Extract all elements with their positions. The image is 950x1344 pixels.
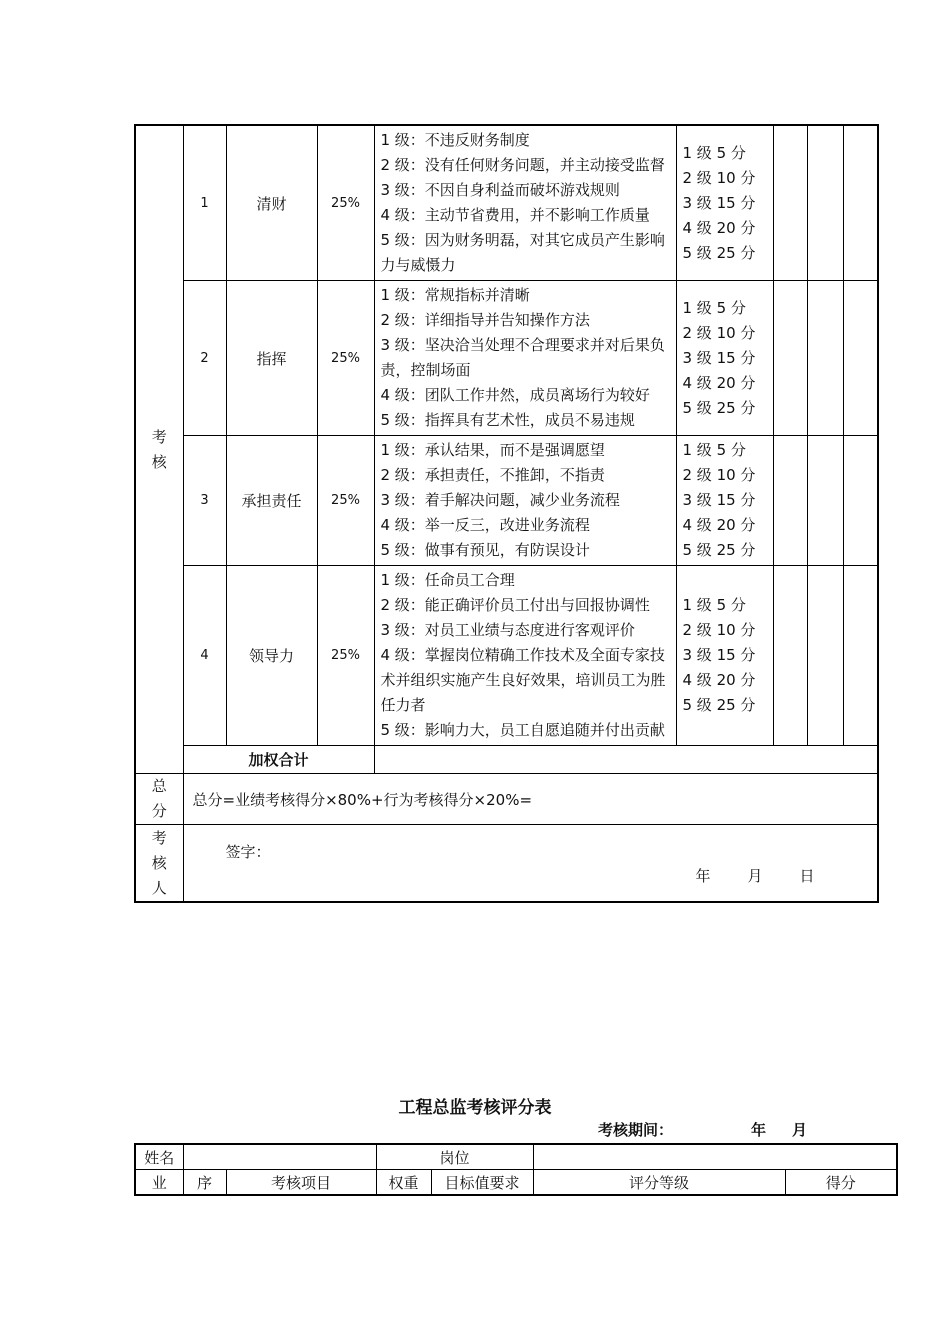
grades-cell: 1 级 5 分 2 级 10 分 3 级 15 分 4 级 20 分 5 级 25 分	[676, 566, 773, 746]
item-weight: 25%	[317, 566, 374, 746]
row-number: 2	[183, 281, 226, 436]
requirements-cell: 1 级：任命员工合理 2 级：能正确评价员工付出与回报协调性 3 级：对员工业绩与态度进行客观评价 4 级：掌握岗位精确工作技术及全面专家技术并组织实施产生良好效果，培训员工为胜任力者 5 级：影响力大，员工自愿追随并付出贡献	[374, 566, 676, 746]
period-month: 月	[792, 1121, 808, 1139]
name-label: 姓名	[135, 1144, 183, 1170]
item-weight: 25%	[317, 436, 374, 566]
column-header: 序	[183, 1170, 226, 1196]
score-cell[interactable]	[843, 436, 878, 566]
table-row	[135, 566, 878, 746]
score-cell[interactable]	[807, 566, 843, 746]
score-cell[interactable]	[773, 436, 807, 566]
date-month: 月	[747, 867, 763, 885]
total-label-cell: 总 分	[135, 774, 183, 825]
score-table	[134, 1143, 898, 1196]
date-year: 年	[695, 867, 711, 885]
info-row	[135, 1144, 897, 1170]
name-field[interactable]	[183, 1144, 376, 1170]
score-cell[interactable]	[773, 281, 807, 436]
evaluation-table	[134, 124, 879, 903]
column-header: 考核项目	[226, 1170, 376, 1196]
requirements-cell: 1 级：不违反财务制度 2 级：没有任何财务问题，并主动接受监督 3 级：不因自身利益而破坏游戏规则 4 级：主动节省费用，并不影响工作质量 5 级：因为财务明磊，对其它成员产生影响力与威慑力	[374, 125, 676, 281]
header-row	[135, 1170, 897, 1196]
column-header: 权重	[376, 1170, 431, 1196]
table-row	[135, 281, 878, 436]
item-weight: 25%	[317, 125, 374, 281]
assessor-row	[135, 825, 878, 903]
requirements-cell: 1 级：承认结果，而不是强调愿望 2 级：承担责任，不推卸，不指责 3 级：着手解决问题，减少业务流程 4 级：举一反三，改进业务流程 5 级：做事有预见，有防误设计	[374, 436, 676, 566]
table-row	[135, 436, 878, 566]
position-field[interactable]	[533, 1144, 897, 1170]
weighted-total-row	[135, 746, 878, 774]
section-label-cell: 考 核	[135, 125, 183, 774]
signature-label: 签字：	[225, 843, 271, 861]
column-header: 目标值要求	[431, 1170, 533, 1196]
item-name: 领导力	[226, 566, 317, 746]
row-number: 3	[183, 436, 226, 566]
assessment-period	[598, 1119, 807, 1140]
signature-date	[696, 865, 852, 886]
score-cell[interactable]	[807, 436, 843, 566]
assessor-label-cell: 考 核 人	[135, 825, 183, 903]
column-header: 得分	[785, 1170, 897, 1196]
weighted-total-value[interactable]	[374, 746, 878, 774]
requirements-cell: 1 级：常规指标并清晰 2 级：详细指导并告知操作方法 3 级：坚决洽当处理不合理要求并对后果负责，控制场面 4 级：团队工作井然，成员离场行为较好 5 级：指挥具有艺术性，成员不易违规	[374, 281, 676, 436]
signature-cell[interactable]	[183, 825, 878, 903]
period-year: 年	[751, 1121, 767, 1139]
period-label: 考核期间：	[598, 1121, 674, 1139]
grades-cell: 1 级 5 分 2 级 10 分 3 级 15 分 4 级 20 分 5 级 25 分	[676, 125, 773, 281]
date-day: 日	[799, 867, 815, 885]
item-name: 清财	[226, 125, 317, 281]
row-number: 1	[183, 125, 226, 281]
column-header: 业	[135, 1170, 183, 1196]
column-header: 评分等级	[533, 1170, 785, 1196]
item-weight: 25%	[317, 281, 374, 436]
score-cell[interactable]	[843, 281, 878, 436]
item-name: 承担责任	[226, 436, 317, 566]
score-cell[interactable]	[773, 566, 807, 746]
score-cell[interactable]	[807, 281, 843, 436]
score-cell[interactable]	[843, 125, 878, 281]
score-cell[interactable]	[843, 566, 878, 746]
grades-cell: 1 级 5 分 2 级 10 分 3 级 15 分 4 级 20 分 5 级 25 分	[676, 281, 773, 436]
item-name: 指挥	[226, 281, 317, 436]
position-label: 岗位	[376, 1144, 533, 1170]
row-number: 4	[183, 566, 226, 746]
page-title: 工程总监考核评分表	[398, 1098, 552, 1118]
score-cell[interactable]	[807, 125, 843, 281]
total-row	[135, 774, 878, 825]
weighted-total-label: 加权合计	[183, 746, 374, 774]
grades-cell: 1 级 5 分 2 级 10 分 3 级 15 分 4 级 20 分 5 级 25 分	[676, 436, 773, 566]
score-cell[interactable]	[773, 125, 807, 281]
table-row	[135, 125, 878, 281]
total-formula: 总分=业绩考核得分×80%+行为考核得分×20%=	[183, 774, 878, 825]
